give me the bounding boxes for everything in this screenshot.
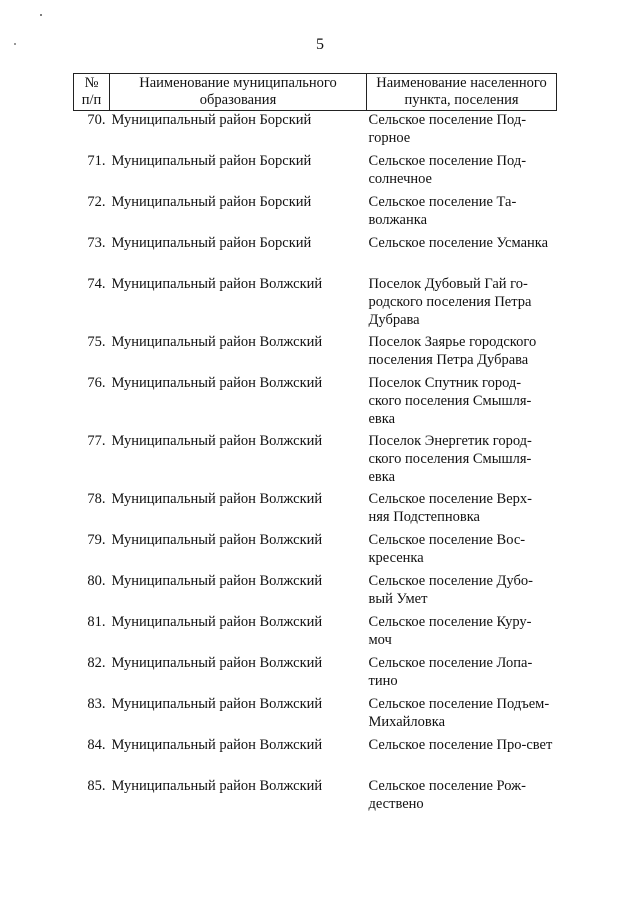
row-settlement: Поселок Энергетик город-ского поселения Смышля-евка (368, 433, 532, 485)
header-num: № п/п (74, 74, 110, 111)
row-settlement: Поселок Дубовый Гай го-родского поселения Петра Дубрава (368, 276, 532, 328)
row-number: 79. (87, 532, 106, 548)
row-number: 77. (87, 433, 106, 449)
table-row (74, 152, 557, 193)
table-row (74, 572, 557, 613)
row-number: 83. (87, 696, 106, 712)
row-municipality: Муниципальный район Волжский (111, 573, 323, 589)
table-row (74, 432, 557, 490)
row-settlement: Сельское поселение Верх-няя Подстепновка (368, 491, 532, 525)
row-municipality: Муниципальный район Борский (111, 112, 312, 128)
row-settlement: Сельское поселение Куру-моч (368, 614, 532, 648)
row-number: 85. (87, 778, 106, 794)
row-municipality: Муниципальный район Борский (111, 194, 312, 210)
row-municipality: Муниципальный район Волжский (111, 334, 323, 350)
table-row (74, 531, 557, 572)
row-number: 84. (87, 737, 106, 753)
page-number: 5 (316, 36, 324, 53)
row-number: 73. (87, 235, 106, 251)
table-row (74, 695, 557, 736)
row-municipality: Муниципальный район Волжский (111, 276, 323, 292)
table-header-row (74, 74, 557, 111)
table-row (74, 613, 557, 654)
table-row (74, 111, 557, 153)
table-row (74, 374, 557, 432)
row-municipality: Муниципальный район Борский (111, 153, 312, 169)
row-municipality: Муниципальный район Волжский (111, 433, 323, 449)
row-number: 70. (87, 112, 106, 128)
row-municipality: Муниципальный район Волжский (111, 737, 323, 753)
row-settlement: Поселок Спутник город-ского поселения Смышля-евка (368, 375, 532, 427)
table-row (74, 777, 557, 817)
row-number: 80. (87, 573, 106, 589)
row-municipality: Муниципальный район Волжский (111, 375, 323, 391)
row-number: 74. (87, 276, 106, 292)
row-settlement: Поселок Заярье городского поселения Петра Дубрава (368, 334, 537, 368)
row-settlement: Сельское поселение Дубо-вый Умет (368, 573, 533, 607)
row-number: 72. (87, 194, 106, 210)
row-number: 81. (87, 614, 106, 630)
row-settlement: Сельское поселение Усманка (368, 235, 549, 251)
row-number: 78. (87, 491, 106, 507)
row-settlement: Сельское поселение Подъем-Михайловка (368, 696, 550, 730)
table-row (74, 490, 557, 531)
row-settlement: Сельское поселение Вос-кресенка (368, 532, 526, 566)
row-municipality: Муниципальный район Волжский (111, 778, 323, 794)
row-settlement: Сельское поселение Под-солнечное (368, 153, 527, 187)
header-settlement: Наименование населенного пункта, поселения (367, 74, 557, 111)
row-municipality: Муниципальный район Борский (111, 235, 312, 251)
row-municipality: Муниципальный район Волжский (111, 532, 323, 548)
row-settlement: Сельское поселение Рож-дествено (368, 778, 526, 812)
row-municipality: Муниципальный район Волжский (111, 655, 323, 671)
table-row (74, 275, 557, 333)
table-row (74, 193, 557, 234)
row-settlement: Сельское поселение Та-волжанка (368, 194, 517, 228)
settlements-table (73, 73, 557, 817)
scan-speck (40, 14, 42, 16)
row-settlement: Сельское поселение Под-горное (368, 112, 527, 146)
table-row (74, 333, 557, 374)
row-municipality: Муниципальный район Волжский (111, 491, 323, 507)
table-row (74, 654, 557, 695)
row-number: 71. (87, 153, 106, 169)
row-municipality: Муниципальный район Волжский (111, 696, 323, 712)
row-settlement: Сельское поселение Лопа-тино (368, 655, 533, 689)
row-settlement: Сельское поселение Про-свет (368, 737, 553, 753)
table-row (74, 736, 557, 777)
table-row (74, 234, 557, 275)
row-number: 75. (87, 334, 106, 350)
row-number: 76. (87, 375, 106, 391)
row-municipality: Муниципальный район Волжский (111, 614, 323, 630)
header-municipality: Наименование муниципального образования (110, 74, 367, 111)
row-number: 82. (87, 655, 106, 671)
